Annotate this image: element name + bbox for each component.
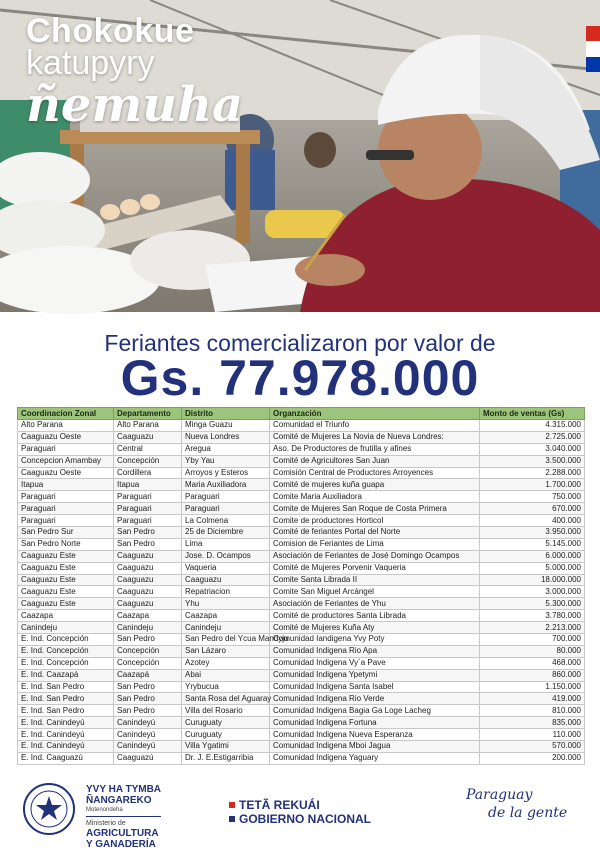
table-cell: Comunidad Indigena Vy´a Pave	[270, 657, 480, 669]
table-header-row	[18, 408, 585, 420]
table-cell: Alto Parana	[18, 420, 114, 432]
table-cell: Comité de mujeres kuña guapa	[270, 479, 480, 491]
column-header: Distrito	[182, 408, 270, 420]
table-cell: Repatriacion	[182, 586, 270, 598]
slogan	[466, 786, 567, 822]
table-cell: Comite San Miguel Arcángel	[270, 586, 480, 598]
table-cell: E. Ind. Concepción	[18, 634, 114, 646]
paraguay-flag-icon	[586, 26, 600, 72]
campaign-title	[26, 14, 243, 132]
table-cell: Comite de productores Horticol	[270, 515, 480, 527]
table-cell: Villa Ygatimi	[182, 741, 270, 753]
table-cell: Paraguari	[18, 491, 114, 503]
table-cell: 6.000.000	[480, 550, 585, 562]
table-cell: Yby Yau	[182, 455, 270, 467]
table-cell: Villa del Rosario	[182, 705, 270, 717]
table-cell: 200.000	[480, 752, 585, 764]
table-cell: Comunidad Indigena Yaguary	[270, 752, 480, 764]
table-cell: Central	[114, 443, 182, 455]
table-row	[18, 610, 585, 622]
table-cell: Santa Rosa del Aguaray	[182, 693, 270, 705]
table-cell: San Pedro	[114, 527, 182, 539]
table-cell: Comité de feriantes Portal del Norte	[270, 527, 480, 539]
table-cell: Paraguari	[18, 503, 114, 515]
table-cell: Comité de productores Santa Librada	[270, 610, 480, 622]
table-cell: Alto Parana	[114, 420, 182, 432]
table-cell: Comité de Mujeres La Novia de Nueva Londres:	[270, 431, 480, 443]
ministry-logo	[86, 784, 161, 850]
table-cell: Caaguazu Este	[18, 598, 114, 610]
table-cell: Caaguazu	[114, 431, 182, 443]
table-cell: E. Ind. Caaguazú	[18, 752, 114, 764]
table-cell: 3.950.000	[480, 527, 585, 539]
table-cell: E. Ind. San Pedro	[18, 693, 114, 705]
table-cell: Caaguazu	[114, 586, 182, 598]
table-cell: Yhu	[182, 598, 270, 610]
table-cell: Itapua	[18, 479, 114, 491]
table-cell: 2.213.000	[480, 622, 585, 634]
table-body	[18, 420, 585, 765]
table-cell: Concepción	[114, 657, 182, 669]
table-cell: Comision de Feriantes de Lima	[270, 538, 480, 550]
slogan-line-2: de la gente	[488, 805, 568, 821]
table-cell: San Lázaro	[182, 645, 270, 657]
table-cell: Caazapá	[114, 669, 182, 681]
table-cell: Concepción	[114, 455, 182, 467]
table-cell: E. Ind. Canindeyú	[18, 741, 114, 753]
table-cell: Caazapa	[18, 610, 114, 622]
table-cell: Comunidad Indigena Rio Verde	[270, 693, 480, 705]
table-cell: 750.000	[480, 491, 585, 503]
table-cell: San Pedro	[114, 681, 182, 693]
table-cell: 3.500.000	[480, 455, 585, 467]
table-cell: Maria Auxiliadora	[182, 479, 270, 491]
table-row	[18, 515, 585, 527]
table-cell: Curuguaty	[182, 717, 270, 729]
ministry-line-4: Ministerio de	[86, 816, 161, 828]
table-cell: Jose. D. Ocampos	[182, 550, 270, 562]
table-cell: 419.000	[480, 693, 585, 705]
table-row	[18, 538, 585, 550]
table-row	[18, 503, 585, 515]
table-cell: Paraguari	[18, 515, 114, 527]
table-cell: E. Ind. San Pedro	[18, 705, 114, 717]
table-cell: Lima	[182, 538, 270, 550]
table-cell: Arroyos y Esteros	[182, 467, 270, 479]
table-cell: 5.145.000	[480, 538, 585, 550]
table-cell: Itapua	[114, 479, 182, 491]
table-cell: 3.000.000	[480, 586, 585, 598]
table-cell: Paraguari	[182, 491, 270, 503]
table-cell: 2.725.000	[480, 431, 585, 443]
table-row	[18, 681, 585, 693]
blue-square-icon	[229, 816, 235, 822]
table-cell: San Pedro del Ycua Mandyju	[182, 634, 270, 646]
table-cell: San Pedro	[114, 705, 182, 717]
table-cell: E. Ind. San Pedro	[18, 681, 114, 693]
table-cell: Asociación de Feriantes de José Domingo Ocampos	[270, 550, 480, 562]
table-row	[18, 598, 585, 610]
table-row	[18, 634, 585, 646]
table-cell: Comunidad Indigena Fortuna	[270, 717, 480, 729]
table-row	[18, 645, 585, 657]
title-line-3: ñemuha	[26, 77, 244, 133]
table-cell: Canindeyú	[114, 741, 182, 753]
table-cell: E. Ind. Caazapá	[18, 669, 114, 681]
table-row	[18, 431, 585, 443]
table-cell: Paraguari	[114, 491, 182, 503]
table-row	[18, 741, 585, 753]
table-cell: Caaguazu	[114, 562, 182, 574]
table-cell: Canindeju	[182, 622, 270, 634]
table-cell: Comunidad Indigena Bagia Ga Loge Lacheg	[270, 705, 480, 717]
table-cell: Caaguazu Oeste	[18, 431, 114, 443]
table-cell: San Pedro Sur	[18, 527, 114, 539]
table-cell: 5.000.000	[480, 562, 585, 574]
table-cell: Aso. De Productores de frutilla y afines	[270, 443, 480, 455]
table-cell: 860.000	[480, 669, 585, 681]
table-cell: Comunidad Indigena Santa Isabel	[270, 681, 480, 693]
republic-seal-icon	[22, 782, 76, 836]
column-header: Organzación	[270, 408, 480, 420]
table-row	[18, 491, 585, 503]
red-square-icon	[229, 802, 235, 808]
hero-photo	[0, 0, 600, 312]
column-header: Monto de ventas (Gs)	[480, 408, 585, 420]
table-row	[18, 669, 585, 681]
table-row	[18, 479, 585, 491]
table-row	[18, 705, 585, 717]
table-cell: Canindeju	[114, 622, 182, 634]
table-cell: Canindeju	[18, 622, 114, 634]
table-cell: San Pedro	[114, 538, 182, 550]
column-header: Coordinacion Zonal	[18, 408, 114, 420]
table-cell: Caaguazú	[114, 752, 182, 764]
table-row	[18, 717, 585, 729]
table-cell: 110.000	[480, 729, 585, 741]
table-cell: Comité de Agricultores San Juan	[270, 455, 480, 467]
table-cell: Curuguaty	[182, 729, 270, 741]
table-cell: 1.150.000	[480, 681, 585, 693]
table-row	[18, 550, 585, 562]
sales-table	[17, 407, 585, 765]
gov-line-2: GOBIERNO NACIONAL	[239, 812, 371, 826]
table-cell: 25 de Diciembre	[182, 527, 270, 539]
table-cell: Comunidad Indigena Nueva Esperanza	[270, 729, 480, 741]
table-cell: Aregua	[182, 443, 270, 455]
table-cell: 670.000	[480, 503, 585, 515]
table-cell: Cordillera	[114, 467, 182, 479]
ministry-line-5: AGRICULTURA	[86, 828, 159, 839]
total-sales-amount: Gs. 77.978.000	[120, 350, 480, 406]
footer	[0, 778, 600, 851]
table-cell: Caazapa	[114, 610, 182, 622]
table-row	[18, 527, 585, 539]
table-cell: 468.000	[480, 657, 585, 669]
table-row	[18, 622, 585, 634]
table-cell: 5.300.000	[480, 598, 585, 610]
table-cell: Caaguazu Oeste	[18, 467, 114, 479]
table-row	[18, 443, 585, 455]
ministry-line-1: YVY HA TYMBA	[86, 784, 162, 795]
table-cell: Caaguazu	[182, 574, 270, 586]
headline-subtitle: Feriantes comercializaron por valor de	[104, 330, 496, 356]
table-cell: Concepcion Amambay	[18, 455, 114, 467]
table-row	[18, 586, 585, 598]
table-cell: Nueva Londres	[182, 431, 270, 443]
table-cell: 835.000	[480, 717, 585, 729]
ministry-line-6: Y GANADERÍA	[86, 839, 156, 850]
table-cell: Abai	[182, 669, 270, 681]
table-cell: 4.315.000	[480, 420, 585, 432]
gov-line-1: TETÃ REKUÁI	[239, 798, 320, 812]
table-row	[18, 467, 585, 479]
table-cell: Paraguari	[114, 503, 182, 515]
table-cell: Comite Maria Auxiliadora	[270, 491, 480, 503]
table-row	[18, 420, 585, 432]
table-cell: Comite de Mujeres San Roque de Costa Primera	[270, 503, 480, 515]
table-cell: 700.000	[480, 634, 585, 646]
table-cell: Vaqueria	[182, 562, 270, 574]
table-cell: 1.700.000	[480, 479, 585, 491]
table-row	[18, 657, 585, 669]
table-cell: Caaguazu Este	[18, 586, 114, 598]
table-cell: Comisión Central de Productores Arroyences	[270, 467, 480, 479]
table-cell: Canindeyú	[114, 717, 182, 729]
table-cell: E. Ind. Canindeyú	[18, 729, 114, 741]
table-cell: Asociación de Feriantes de Yhu	[270, 598, 480, 610]
table-cell: 3.780.000	[480, 610, 585, 622]
table-cell: Caaguazu Este	[18, 550, 114, 562]
table-cell: Dr. J. E.Estigarribia	[182, 752, 270, 764]
table-cell: E. Ind. Concepción	[18, 645, 114, 657]
table-cell: San Pedro	[114, 634, 182, 646]
table-cell: Comunidad Iandigena Yvy Poty	[270, 634, 480, 646]
table-cell: 80.000	[480, 645, 585, 657]
table-row	[18, 729, 585, 741]
table-cell: E. Ind. Concepción	[18, 657, 114, 669]
table-cell: E. Ind. Canindeyú	[18, 717, 114, 729]
table-cell: 18.000.000	[480, 574, 585, 586]
table-cell: Canindeyú	[114, 729, 182, 741]
table-cell: San Pedro	[114, 693, 182, 705]
table-cell: Caazapa	[182, 610, 270, 622]
table-cell: Caaguazu	[114, 598, 182, 610]
table-cell: 2.288.000	[480, 467, 585, 479]
table-cell: Azotey	[182, 657, 270, 669]
table-cell: Comunidad el Triunfo	[270, 420, 480, 432]
slogan-line-1: Paraguay	[466, 787, 533, 803]
table-cell: Minga Guazu	[182, 420, 270, 432]
table-cell: Comunidad Indigena Mboi Jagua	[270, 741, 480, 753]
table-cell: 570.000	[480, 741, 585, 753]
table-cell: Paraguari	[18, 443, 114, 455]
table-cell: Paraguari	[182, 503, 270, 515]
table-cell: 3.040.000	[480, 443, 585, 455]
table-cell: San Pedro Norte	[18, 538, 114, 550]
table-cell: Caaguazu Este	[18, 562, 114, 574]
table-cell: Comité de Mujeres Kuña Aty	[270, 622, 480, 634]
ministry-line-3: Motenondeha	[86, 807, 123, 813]
table-cell: Comité de Mujeres Porvenir Vaqueria	[270, 562, 480, 574]
table-row	[18, 562, 585, 574]
table-row	[18, 574, 585, 586]
title-line-2: katupyry	[26, 44, 155, 82]
title-line-1: Chokokue	[26, 12, 195, 50]
table-cell: Caaguazu	[114, 574, 182, 586]
table-cell: Comunidad Indigena Rio Apa	[270, 645, 480, 657]
table-cell: Yrybucua	[182, 681, 270, 693]
table-cell: La Colmena	[182, 515, 270, 527]
table-row	[18, 455, 585, 467]
table-cell: 400.000	[480, 515, 585, 527]
table-row	[18, 752, 585, 764]
table-cell: Comite Santa Librada II	[270, 574, 480, 586]
column-header: Departamento	[114, 408, 182, 420]
table-cell: Paraguari	[114, 515, 182, 527]
table-cell: Caaguazu	[114, 550, 182, 562]
table-row	[18, 693, 585, 705]
government-logo	[229, 798, 371, 826]
table-cell: 810.000	[480, 705, 585, 717]
table-cell: Concepción	[114, 645, 182, 657]
ministry-line-2: ÑANGAREKO	[86, 795, 152, 806]
table-cell: Caaguazu Este	[18, 574, 114, 586]
table-cell: Comunidad Indigena Ypetymi	[270, 669, 480, 681]
